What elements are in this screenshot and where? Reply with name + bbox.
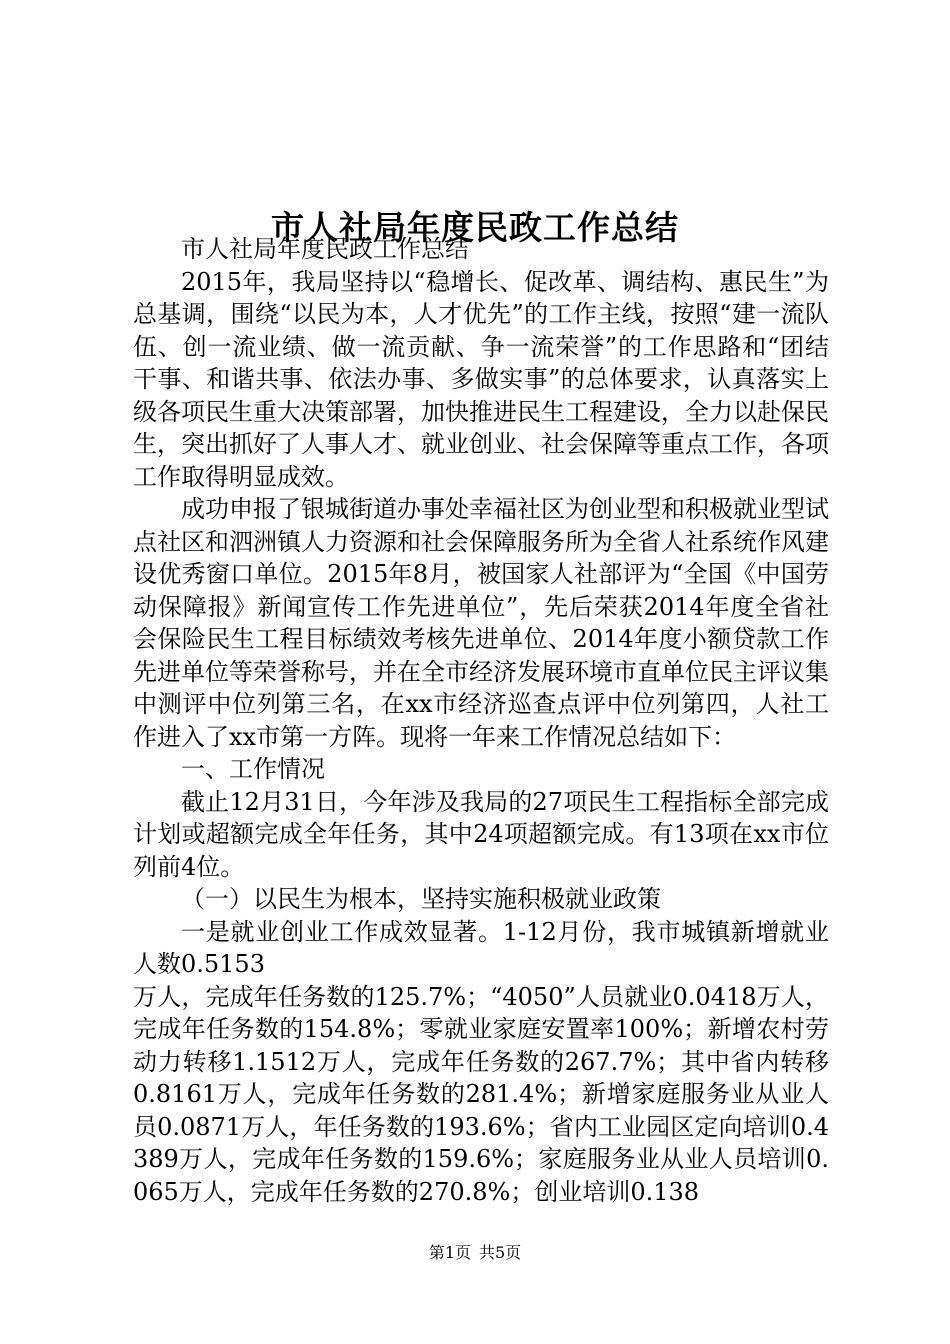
document-title: 市人社局年度民政工作总结 (271, 208, 679, 248)
paragraph-employment-stats: 万人，完成年任务数的125.7%；“4050”人员就业0.0418万人，完成年任务数的154.8%；零就业家庭安置率100%；新增农村劳动力转移1.1512万人，完成年任务数的267.7%；其中省内转移0.8161万人，完成年任务数的281.4%；新增家庭服务业从业人员0.0871万人，年任务数的193.6%；省内工业园区定向培训0.4389万人，完成年任务数的159.6%；家庭服务业从业人员培训0.065万人，完成年任务数的270.8%；创业培训0.138 (133, 982, 829, 1206)
subsection-heading-employment: （一）以民生为根本，坚持实施积极就业政策 (181, 885, 661, 913)
paragraph-indicators: 截止12月31日，今年涉及我局的27项民生工程指标全部完成计划或超额完成全年任务，其中24项超额完成。有13项在xx市位列前4位。 (133, 787, 829, 881)
paragraph-intro: 2015年，我局坚持以“稳增长、促改革、调结构、惠民生”为总基调，围绕“以民为本，人才优先”的工作主线，按照“建一流队伍、创一流业绩、做一流贡献、争一流荣誉”的工作思路和“团结干事、和谐共事、依法办事、多做实事”的总体要求，认真落实上级各项民生重大决策部署，加快推进民生工程建设，全力以赴保民生，突出抓好了人事人才、就业创业、社会保障等重点工作，各项工作取得明显成效。 (133, 267, 829, 491)
document-body (133, 233, 829, 1208)
section-heading-work-status: 一、工作情况 (181, 755, 325, 783)
page-number: 第1页 (428, 1243, 471, 1262)
page-footer (0, 1242, 950, 1264)
paragraph-subtitle: 市人社局年度民政工作总结 (181, 235, 469, 263)
page-total: 共5页 (479, 1243, 522, 1262)
paragraph-honors: 成功申报了银城街道办事处幸福社区为创业型和积极就业型试点社区和泗洲镇人力资源和社会保障服务所为全省人社系统作风建设优秀窗口单位。2015年8月，被国家人社部评为“全国《中国劳动保障报》新闻宣传工作先进单位”，先后荣获2014年度全省社会保险民生工程目标绩效考核先进单位、2014年度小额贷款工作先进单位等荣誉称号，并在全市经济发展环境市直单位民主评议集中测评中位列第三名，在xx市经济巡查点评中位列第四，人社工作进入了xx市第一方阵。现将一年来工作情况总结如下： (133, 495, 829, 751)
paragraph-employment-lead: 一是就业创业工作成效显著。1-12月份，我市城镇新增就业人数0.5153 (133, 917, 829, 978)
